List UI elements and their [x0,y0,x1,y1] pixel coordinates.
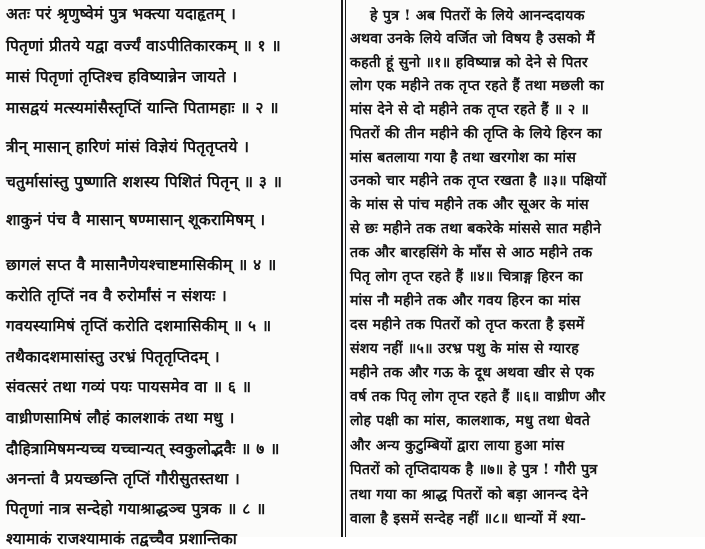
hindi-line: दस महीने तक पितरों को तृप्त करता है इसमें [350,317,585,333]
sanskrit-line: पितृणां नात्र सन्देहो गयाश्राद्धञ्च पुत्रक ॥ ८ ॥ [6,499,266,518]
sanskrit-line: मासं पितृणां तृप्तिश्च हविष्यान्नेन जायते । [6,67,238,86]
hindi-line: से छः महीने तक तथा बकरेके मांससे सात महीने [350,221,602,237]
sanskrit-line: तथैकादशमासांस्तु उरभ्रं पितृतृप्तिदम् । [6,347,220,366]
hindi-line: संशय नहीं ॥५॥ उरभ्र पशु के मांस से ग्यारह [350,341,579,357]
sanskrit-line: चतुर्मासांस्तु पुष्णाति शशस्य पिशितं पितृन् ॥ ३ ॥ [6,172,283,191]
hindi-line: वाला है इसमें सन्देह नहीं ॥८॥ धान्यों में श्या- [350,511,587,527]
hindi-line: मांस नौ महीने तक और गवय हिरन का मांस [350,293,581,309]
hindi-line: हे पुत्र ! अब पितरों के लिये आनन्ददायक [370,8,585,24]
sanskrit-line: छागलं सप्त वै मासानैणेयश्चाष्टमासिकीम् ॥ ४ ॥ [6,255,277,274]
hindi-line: पितरों को तृप्तिदायक है ॥७॥ हे पुत्र ! गौरी पुत्र [350,462,598,478]
sanskrit-line: दौहित्रामिषमन्यच्च यच्चान्यत् स्वकुलोद्भवैः ॥ ७ ॥ [6,439,280,458]
sanskrit-line: अतः परं श्रृणुष्वेमं पुत्र भक्त्या यदाहृतम् । [6,4,237,23]
sanskrit-line: गवयस्यामिषं तृप्तिं करोति दशमासिकीम् ॥ ५ ॥ [6,316,272,335]
sanskrit-line: मासद्वयं मत्स्यमांसैस्तृप्तिं यान्ति पितामहाः ॥ २ ॥ [6,98,279,117]
hindi-line: वर्ष तक पितृ लोग तृप्त रहते हैं ॥६॥ वाध्रीण और [350,389,606,405]
hindi-line: लोह पक्षी का मांस, कालशाक, मधु तथा धेवते [350,413,591,429]
sanskrit-column [0,0,344,548]
sanskrit-line: करोति तृप्तिं नव वै रुरोर्मांसं न संशयः । [6,286,227,305]
hindi-line: महीने तक और गऊ के दूध अथवा खीर से एक [350,365,595,381]
sanskrit-line: त्रीन् मासान् हारिणं मांसं विज्ञेयं पितृतृप्तये । [6,137,250,156]
hindi-line: तक और बारहसिंगे के माँस से आठ महीने तक [350,245,593,261]
hindi-line: अथवा उनके लिये वर्जित जो विषय है उसको मैं [350,31,595,47]
hindi-line: तथा गया का श्राद्ध पितरों को बड़ा आनन्द देने [350,487,589,503]
hindi-line: के मांस से पांच महीने तक और सूअर के मांस [350,197,589,213]
sanskrit-line: अनन्तां वै प्रयच्छन्ति तृप्तिं गौरीसुतस्तथा । [6,469,240,488]
sanskrit-line: वाध्रीणसामिषं लौहं कालशाकं तथा मधु । [6,408,235,427]
hindi-line: मांस देने से दो महीने तक तृप्त रहते हैं ॥ २ ॥ [350,102,590,118]
column-divider [345,0,346,537]
sanskrit-line: शाकुनं पंच वै मासान् षण्मासान् शूकरामिषम् । [6,210,266,229]
sanskrit-line: संवत्सरं तथा गव्यं पयः पायसमेव वा ॥ ६ ॥ [6,377,252,396]
hindi-line: और अन्य कुटुम्बियों द्वारा लाया हुआ मांस [350,438,565,454]
hindi-line: पितृ लोग तृप्त रहते हैं ॥४॥ चित्राङ्ग हिरन का [350,269,583,285]
hindi-line: पितरों की तीन महीने की तृप्ति के लिये हिरन का [350,126,602,142]
column-divider [341,0,343,537]
sanskrit-line: पितृणां प्रीतये यद्वा वर्ज्यं वाऽपीतिकारकम् ॥ १ ॥ [6,36,281,55]
hindi-column [350,0,705,537]
hindi-line: उनको चार महीने तक तृप्त रखता है ॥३॥ पक्षियों [350,173,607,189]
hindi-line: मांस बतलाया गया है तथा खरगोश का मांस [350,150,576,166]
hindi-line: लोग एक महीने तक तृप्त रहते हैं तथा मछली का [350,78,604,94]
sanskrit-line: श्यामाकं राजश्यामाकं तद्वच्चैव प्रशान्तिका [6,529,237,548]
hindi-line: कहती हूं सुनो ॥१॥ हविष्यान्न को देने से पितर [350,55,588,71]
